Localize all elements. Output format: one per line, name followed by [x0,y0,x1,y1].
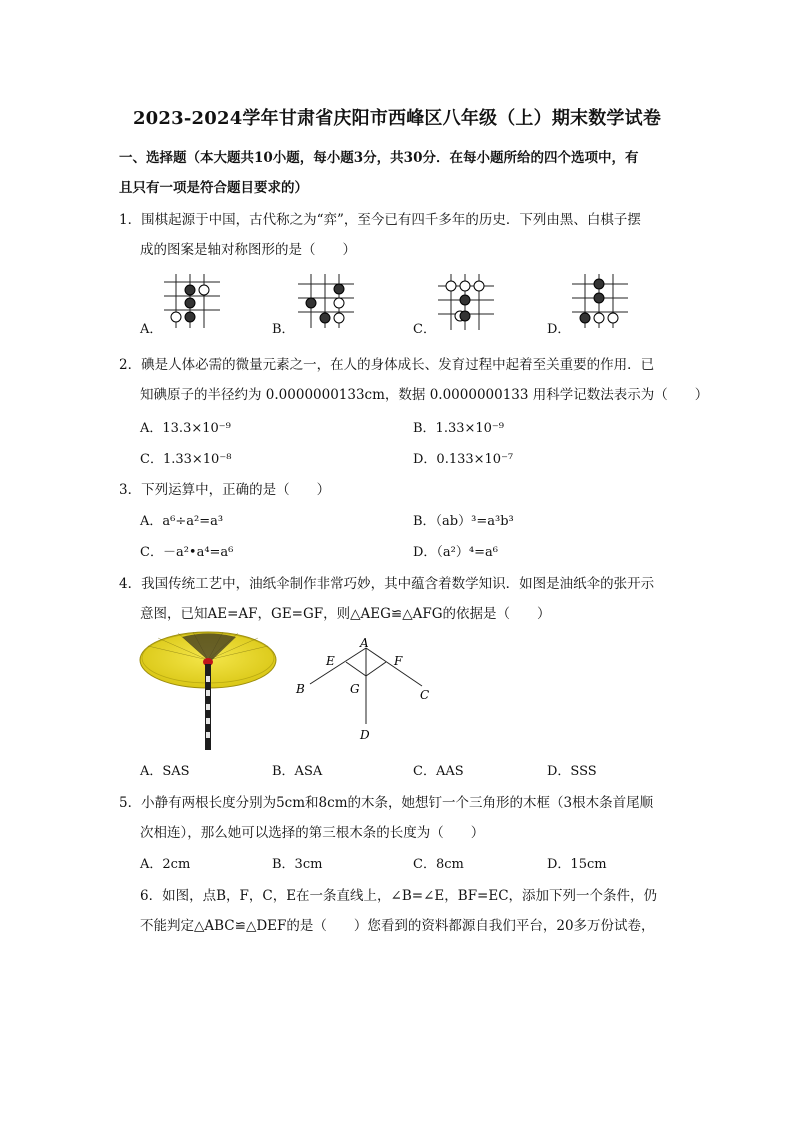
white-stone [199,285,209,295]
q2-option-b: B．1.33×10⁻⁹ [413,421,505,436]
black-stone [594,279,604,289]
black-stone [185,285,195,295]
black-stone [594,293,604,303]
black-stone [185,298,195,308]
q5-option-d: D．15cm [547,857,607,872]
segment-EG [346,662,366,676]
oil-paper-umbrella-image [138,624,280,752]
q3-option-d: D．（a²）⁴=a⁶ [413,545,498,560]
q5-option-b: B．3cm [272,857,323,872]
q1-line2: 成的图案是轴对称图形的是（ ） [140,242,356,258]
q4-option-c: C．AAS [413,764,464,779]
white-stone [334,298,344,308]
q4-option-a: A．SAS [140,764,190,779]
q6-line2: 不能判定△ABC≌△DEF的是（ ）您看到的资料都源自我们平台，20多万份试卷， [140,918,655,934]
q2-line1: 2．碘是人体必需的微量元素之一，在人的身体成长、发育过程中起着至关重要的作用．已 [119,357,655,373]
q1-option-b: B． [272,322,295,337]
label-E: E [326,654,335,668]
black-stone [334,284,344,294]
page-title: 2023-2024学年甘肃省庆阳市西峰区八年级（上）期末数学试卷 [132,108,662,129]
q3-option-c: C．－a²•a⁴=a⁶ [140,545,234,560]
q2-option-a: A．13.3×10⁻⁹ [140,421,231,436]
white-stone [474,281,484,291]
segment-FG [366,662,386,676]
label-F: F [394,654,403,668]
q4-option-d: D．SSS [547,764,597,779]
label-C: C [420,688,430,702]
q2-line2: 知碘原子的半径约为 0.0000000133cm，数据 0.0000000133 用科学记数法表示为（ ） [140,387,709,403]
white-stone [171,312,181,322]
go-pattern-d [570,272,632,332]
umbrella-diagram [290,636,440,746]
q3-line1: 3．下列运算中，正确的是（ ） [119,482,331,498]
q1-option-c: C． [413,322,436,337]
black-stone [320,313,330,323]
black-stone [460,295,470,305]
white-stone [608,313,618,323]
q3-option-a: A．a⁶÷a²=a³ [140,514,224,529]
black-stone [580,313,590,323]
q4-line2: 意图，已知AE=AF，GE=GF，则△AEG≌△AFG的依据是（ ） [140,606,551,622]
go-pattern-c [436,272,496,332]
q5-option-a: A．2cm [140,857,191,872]
q1-option-d: D． [547,322,571,337]
black-stone [185,312,195,322]
q5-line1: 5．小静有两根长度分别为5cm和8cm的木条，她想钉一个三角形的木框（3根木条首尾顺 [119,795,654,811]
white-stone [446,281,456,291]
white-stone [594,313,604,323]
white-stone [334,313,344,323]
q1-option-a: A． [140,322,163,337]
q2-option-d: D．0.133×10⁻⁷ [413,452,514,467]
label-D: D [360,728,370,742]
white-stone [460,281,470,291]
q3-option-b: B．（ab）³=a³b³ [413,514,514,529]
section-header-line2: 且只有一项是符合题目要求的） [119,180,308,196]
go-pattern-b [296,272,356,332]
black-stone [460,311,470,321]
section-header-line1: 一、选择题（本大题共10小题，每小题3分，共30分．在每小题所给的四个选项中，有 [119,150,639,166]
q4-option-b: B．ASA [272,764,323,779]
q5-line2: 次相连），那么她可以选择的第三根木条的长度为（ ） [140,825,485,841]
black-stone [306,298,316,308]
label-B: B [296,682,305,696]
q5-option-c: C．8cm [413,857,464,872]
q4-line1: 4．我国传统工艺中，油纸伞制作非常巧妙，其中蕴含着数学知识．如图是油纸伞的张开示 [119,576,655,592]
q1-line1: 1．围棋起源于中国，古代称之为“弈”，至今已有四千多年的历史．下列由黑、白棋子摆 [119,212,641,228]
q2-option-c: C．1.33×10⁻⁸ [140,452,232,467]
q6-line1: 6．如图，点B，F，C，E在一条直线上，∠B=∠E，BF=EC，添加下列一个条件，仍 [140,888,658,904]
label-G: G [350,682,360,696]
go-pattern-a [160,272,224,332]
segment-AB [310,648,366,684]
label-A: A [360,636,369,650]
